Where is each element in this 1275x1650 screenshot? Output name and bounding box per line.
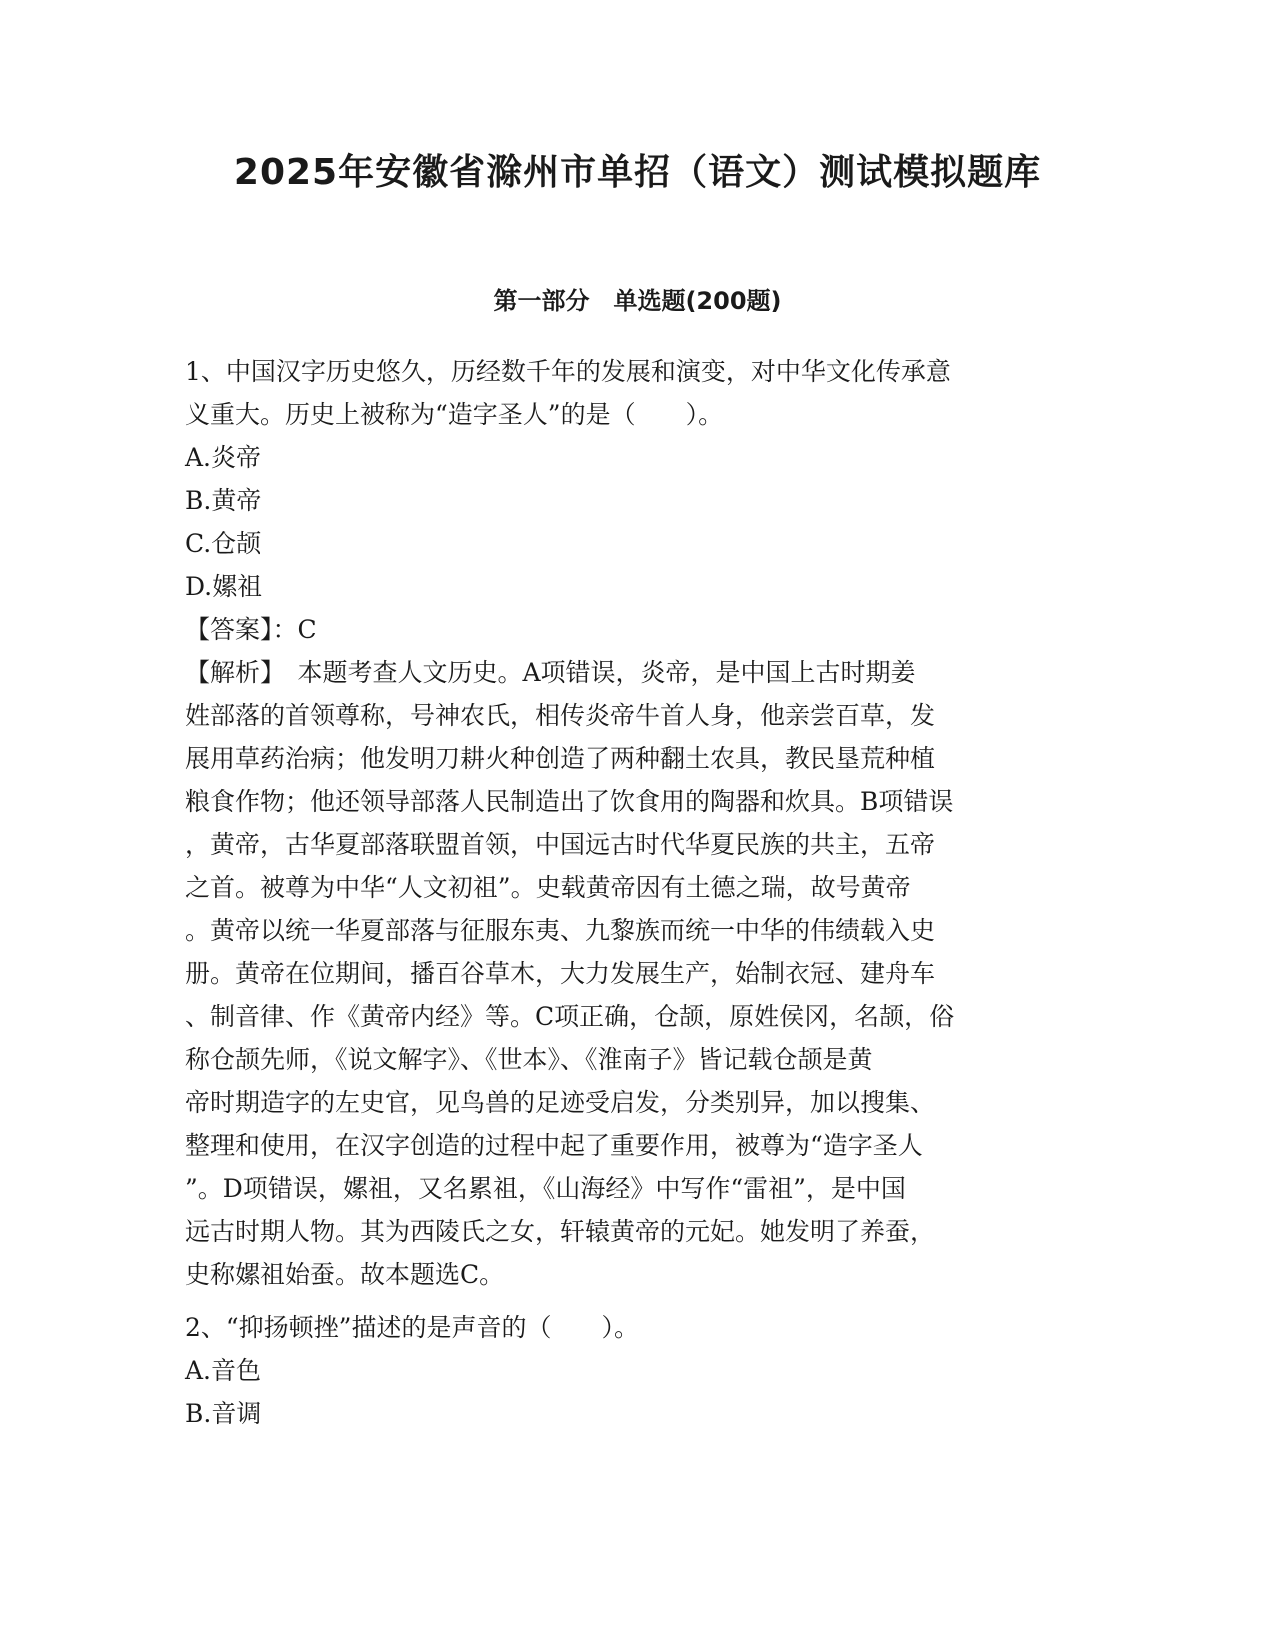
analysis-line: 帝时期造字的左史官，见鸟兽的足迹受启发，分类别异，加以搜集、 bbox=[185, 1088, 936, 1117]
analysis-line: 册。黄帝在位期间，播百谷草木，大力发展生产，始制衣冠、建舟车 bbox=[185, 959, 936, 988]
section-title: 第一部分 单选题(200题) bbox=[493, 287, 782, 315]
option-b: B.黄帝 bbox=[185, 486, 262, 515]
analysis-line: ”。D项错误，嫘祖，又名累祖，《山海经》中写作“雷祖”，是中国 bbox=[185, 1174, 906, 1203]
question-stem-line: 2、“抑扬顿挫”描述的是声音的（ ）。 bbox=[185, 1313, 639, 1342]
question-1 bbox=[185, 350, 1085, 1296]
option-d: D.嫘祖 bbox=[185, 572, 263, 601]
analysis-line: 姓部落的首领尊称，号神农氏，相传炎帝牛首人身，他亲尝百草，发 bbox=[185, 701, 936, 730]
question-stem-line: 义重大。历史上被称为“造字圣人”的是（ ）。 bbox=[185, 400, 724, 429]
question-list bbox=[185, 350, 1085, 1435]
analysis-line: 称仓颉先师，《说文解字》、《世本》、《淮南子》皆记载仓颉是黄 bbox=[185, 1045, 873, 1074]
question-2 bbox=[185, 1306, 1085, 1435]
option-c: C.仓颉 bbox=[185, 529, 262, 558]
option-a: A.炎帝 bbox=[185, 443, 262, 472]
analysis-line: 粮食作物；他还领导部落人民制造出了饮食用的陶器和炊具。B项错误 bbox=[185, 787, 954, 816]
analysis-line: 展用草药治病；他发明刀耕火种创造了两种翻土农具，教民垦荒种植 bbox=[185, 744, 936, 773]
question-stem-line: 1、中国汉字历史悠久，历经数千年的发展和演变，对中华文化传承意 bbox=[185, 357, 951, 386]
analysis-line: 整理和使用，在汉字创造的过程中起了重要作用，被尊为“造字圣人 bbox=[185, 1131, 923, 1160]
analysis-line: 【解析】 本题考查人文历史。A项错误，炎帝，是中国上古时期姜 bbox=[185, 658, 916, 687]
analysis-line: 、制音律、作《黄帝内经》等。C项正确，仓颉，原姓侯冈，名颉，俗 bbox=[185, 1002, 955, 1031]
analysis-line: 史称嫘祖始蚕。故本题选C。 bbox=[185, 1260, 505, 1289]
analysis-line: 之首。被尊为中华“人文初祖”。史载黄帝因有土德之瑞，故号黄帝 bbox=[185, 873, 911, 902]
option-b: B.音调 bbox=[185, 1399, 262, 1428]
analysis-line: 。黄帝以统一华夏部落与征服东夷、九黎族而统一中华的伟绩载入史 bbox=[185, 916, 936, 945]
answer-line: 【答案】：C bbox=[185, 615, 317, 644]
analysis-line: 远古时期人物。其为西陵氏之女，轩辕黄帝的元妃。她发明了养蚕， bbox=[185, 1217, 936, 1246]
document-title: 2025年安徽省滁州市单招（语文）测试模拟题库 bbox=[233, 152, 1042, 193]
option-a: A.音色 bbox=[185, 1356, 262, 1385]
analysis-line: ，黄帝，古华夏部落联盟首领，中国远古时代华夏民族的共主，五帝 bbox=[185, 830, 936, 859]
